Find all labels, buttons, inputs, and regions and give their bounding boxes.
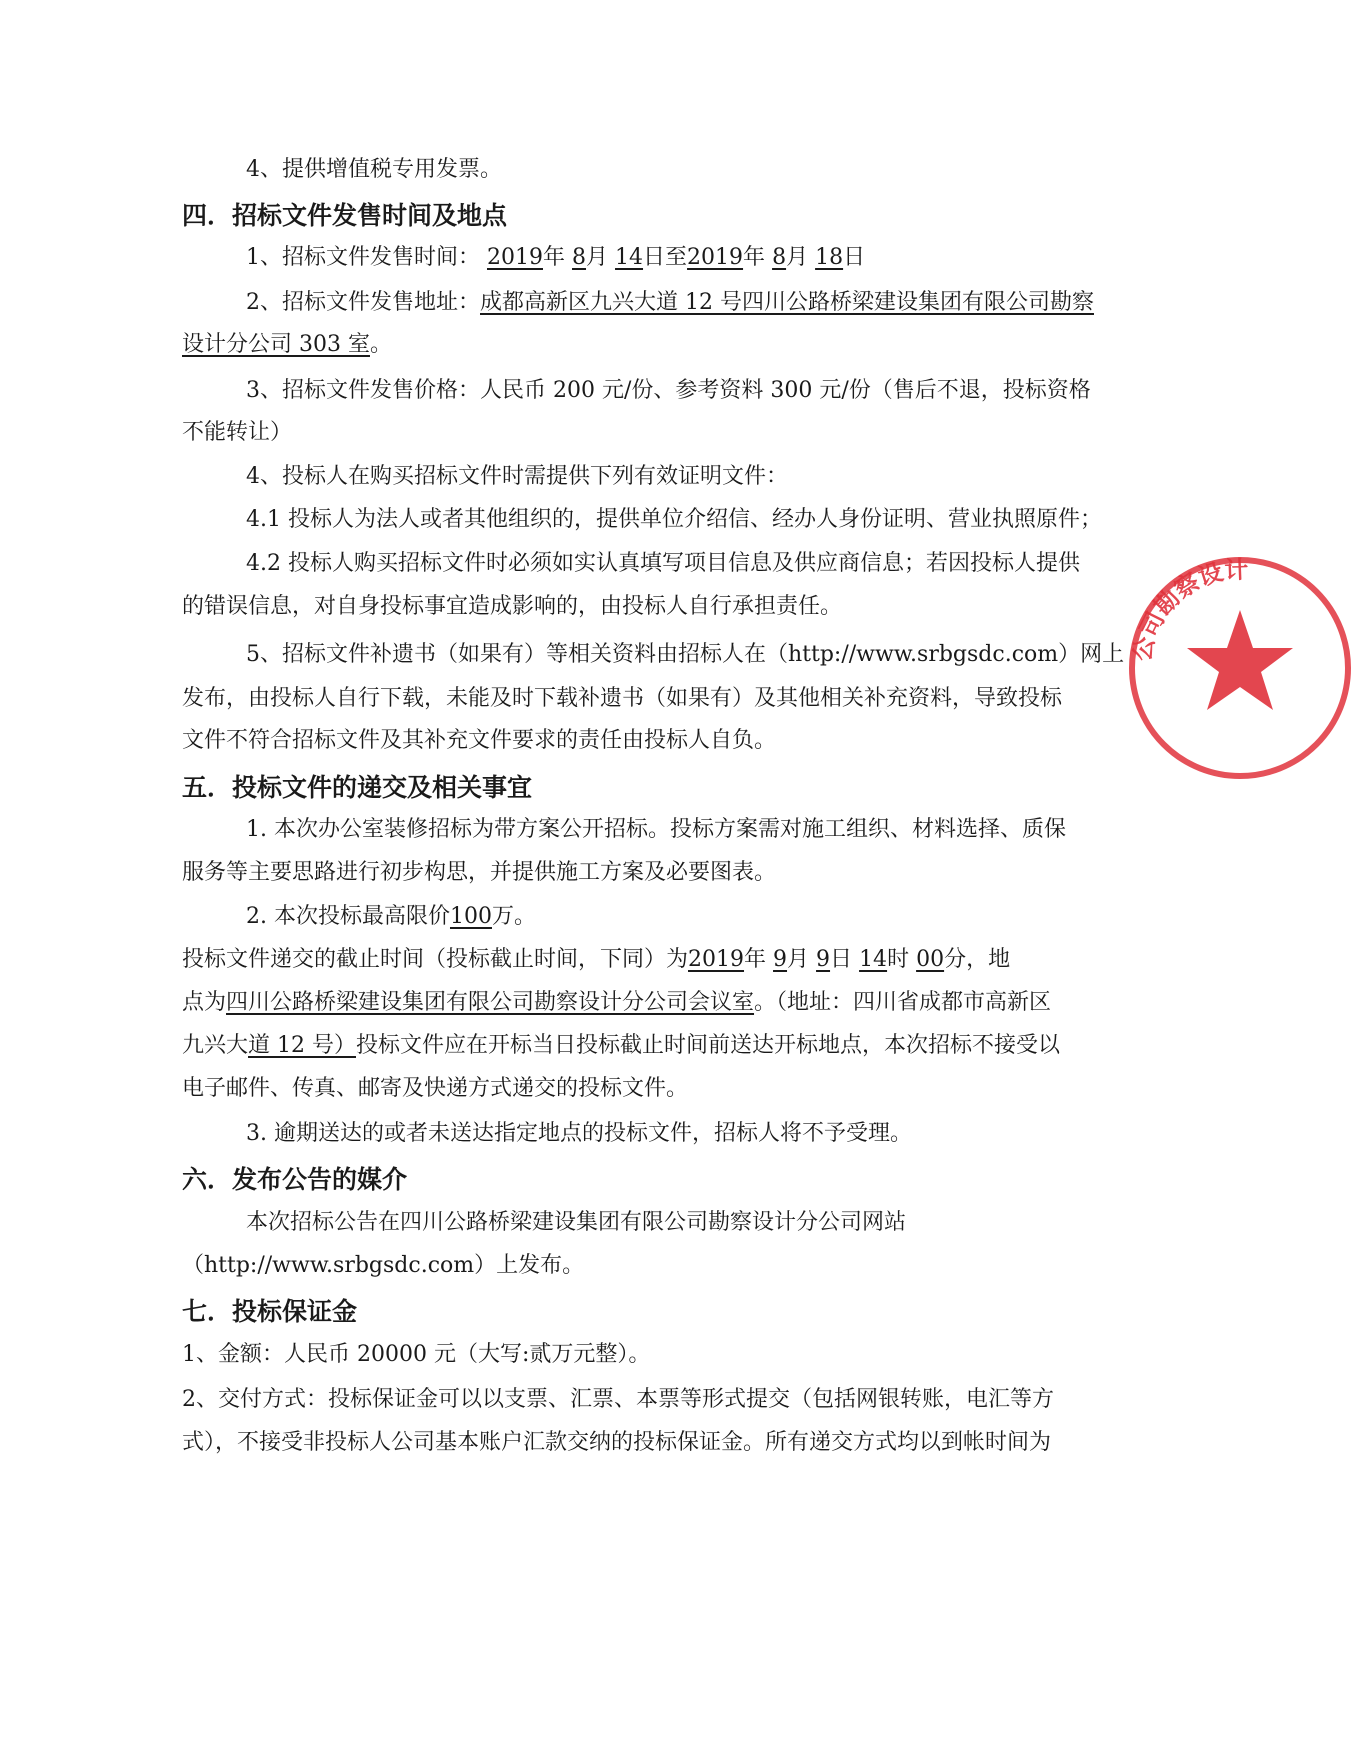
item-bid-type-cont: 服务等主要思路进行初步构思，并提供施工方案及必要图表。 <box>182 860 777 885</box>
seal-star-icon <box>1187 610 1293 710</box>
item-deposit-method: 2、交付方式：投标保证金可以以支票、汇票、本票等形式提交（包括网银转账，电汇等方 <box>182 1387 1055 1412</box>
item-certificates-4-1: 4.1 投标人为法人或者其他组织的，提供单位介绍信、经办人身份证明、营业执照原件； <box>246 507 1102 532</box>
item-media-cont: （http://www.srbgsdc.com）上发布。 <box>182 1253 585 1278</box>
company-seal-stamp <box>1120 548 1360 788</box>
item-deadline-place: 点为四川公路桥梁建设集团有限公司勘察设计分公司会议室。（地址：四川省成都市高新区 <box>182 990 1052 1015</box>
item-invoice: 4、提供增值税专用发票。 <box>246 157 502 182</box>
item-certificates-4-2: 4.2 投标人购买招标文件时必须如实认真填写项目信息及供应商信息；若因投标人提供 <box>246 551 1080 576</box>
item-deadline-cont: 电子邮件、传真、邮寄及快递方式递交的投标文件。 <box>182 1076 689 1101</box>
item-deposit-method-cont: 式），不接受非投标人公司基本账户汇款交纳的投标保证金。所有递交方式均以到帐时间为 <box>182 1430 1052 1455</box>
item-sale-time: 1、招标文件发售时间： 2019年 8月 14日至2019年 8月 18日 <box>246 245 866 270</box>
item-sale-address-cont: 设计分公司 303 室。 <box>182 332 392 357</box>
section-heading-7: 七．投标保证金 <box>182 1297 358 1326</box>
item-media: 本次招标公告在四川公路桥梁建设集团有限公司勘察设计分公司网站 <box>246 1210 907 1235</box>
item-bid-type: 1. 本次办公室装修招标为带方案公开招标。投标方案需对施工组织、材料选择、质保 <box>246 817 1066 842</box>
item-deadline: 投标文件递交的截止时间（投标截止时间，下同）为2019年 9月 9日 14时 00分，地 <box>182 947 1011 972</box>
item-certificates-4-2-cont: 的错误信息，对自身投标事宜造成影响的，由投标人自行承担责任。 <box>182 594 843 619</box>
item-late-bids: 3. 逾期送达的或者未送达指定地点的投标文件，招标人将不予受理。 <box>246 1121 912 1146</box>
item-sale-price: 3、招标文件发售价格：人民币 200 元/份、参考资料 300 元/份（售后不退，投标资格 <box>246 378 1091 403</box>
section-heading-4: 四．招标文件发售时间及地点 <box>182 201 508 230</box>
item-sale-price-cont: 不能转让） <box>182 420 293 445</box>
section-heading-5: 五．投标文件的递交及相关事宜 <box>182 773 533 802</box>
seal-text: 公司勘察设计 <box>1127 555 1249 664</box>
item-addenda-cont1: 发布，由投标人自行下载，未能及时下载补遗书（如果有）及其他相关补充资料，导致投标 <box>182 686 1063 711</box>
item-deadline-address: 九兴大道 12 号）投标文件应在开标当日投标截止时间前送达开标地点，本次招标不接受以 <box>182 1033 1061 1058</box>
section-heading-6: 六．发布公告的媒介 <box>182 1165 408 1194</box>
item-certificates: 4、投标人在购买招标文件时需提供下列有效证明文件： <box>246 464 788 489</box>
item-deposit-amount: 1、金额：人民币 20000 元（大写:贰万元整）。 <box>182 1342 651 1367</box>
item-price-limit: 2. 本次投标最高限价100万。 <box>246 904 536 929</box>
item-sale-address: 2、招标文件发售地址：成都高新区九兴大道 12 号四川公路桥梁建设集团有限公司勘察 <box>246 290 1094 315</box>
item-addenda-cont2: 文件不符合招标文件及其补充文件要求的责任由投标人自负。 <box>182 728 777 753</box>
item-addenda: 5、招标文件补遗书（如果有）等相关资料由招标人在（http://www.srbgsdc.com）网上 <box>246 642 1125 667</box>
